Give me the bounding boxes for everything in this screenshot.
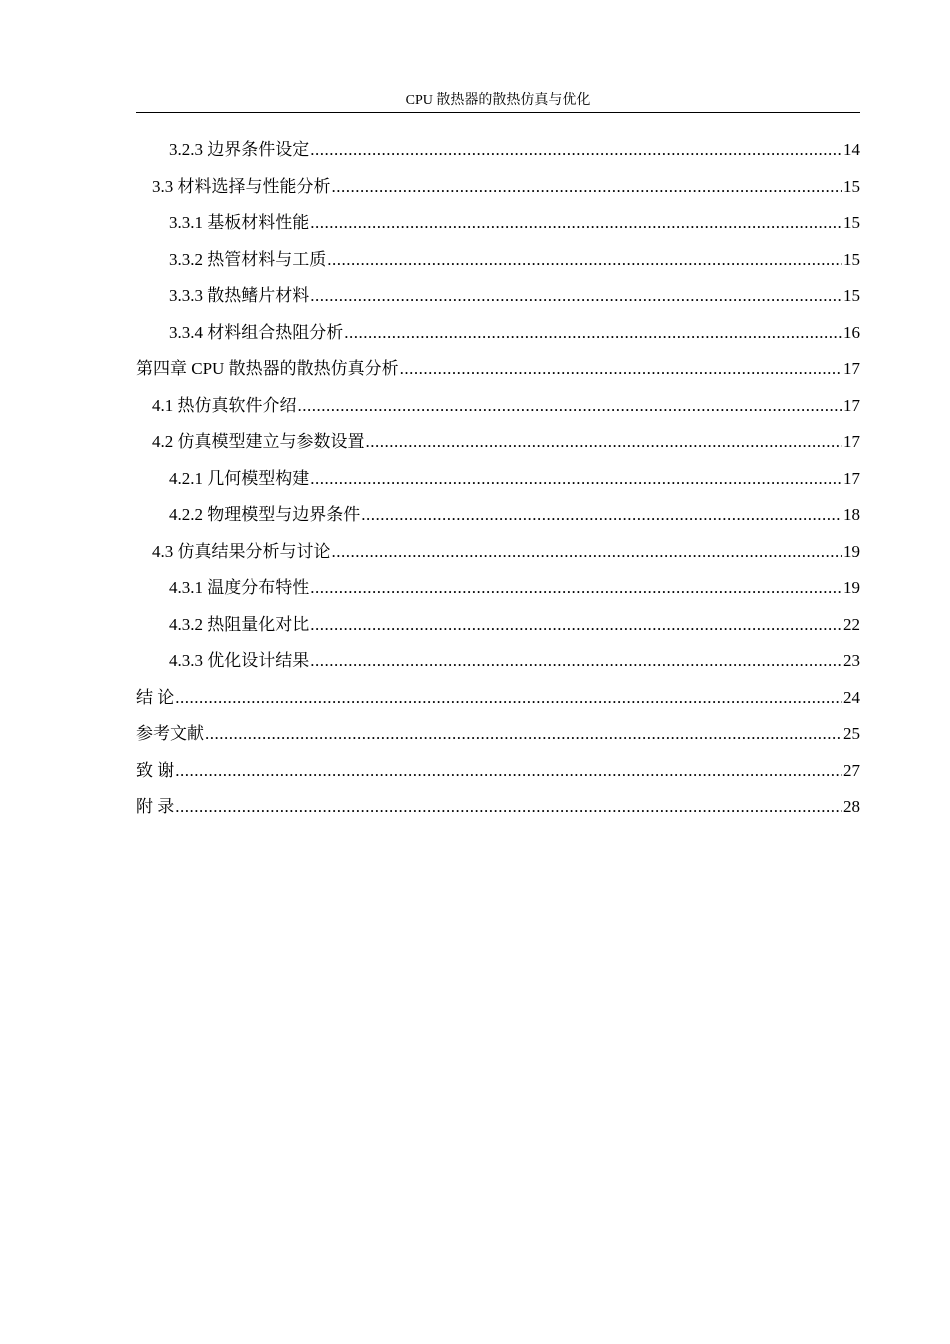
toc-entry-title: 3.3.2 热管材料与工质 bbox=[169, 249, 327, 269]
toc-entry[interactable] bbox=[136, 315, 860, 352]
toc-page-number: 15 bbox=[843, 213, 860, 232]
toc-page-number: 17 bbox=[843, 432, 860, 451]
toc-entry[interactable] bbox=[136, 716, 860, 753]
toc-entry-title: 4.3.2 热阻量化对比 bbox=[169, 614, 310, 634]
toc-dot-leader bbox=[310, 278, 842, 315]
toc-entry-title: 致 谢 bbox=[136, 760, 175, 780]
toc-dot-leader bbox=[205, 716, 842, 753]
toc-dot-leader bbox=[310, 607, 842, 644]
toc-page-number: 18 bbox=[843, 505, 860, 524]
toc-dot-leader bbox=[175, 680, 842, 717]
toc-entry-title: 4.1 热仿真软件介绍 bbox=[152, 395, 297, 415]
toc-entry-title: 4.3.1 温度分布特性 bbox=[169, 578, 310, 597]
toc-page-number: 24 bbox=[843, 687, 860, 707]
toc-dot-leader bbox=[310, 643, 842, 680]
toc-entry[interactable] bbox=[136, 497, 860, 534]
toc-dot-leader bbox=[298, 388, 843, 425]
toc-entry-title: 4.3.3 优化设计结果 bbox=[169, 651, 310, 670]
toc-page-number: 23 bbox=[843, 651, 860, 670]
toc-entry-title: 3.3.3 散热鳍片材料 bbox=[169, 286, 310, 305]
header-divider bbox=[136, 112, 860, 113]
toc-entry[interactable] bbox=[136, 534, 860, 571]
table-of-contents bbox=[136, 132, 860, 826]
toc-entry-title: 3.3.1 基板材料性能 bbox=[169, 213, 310, 232]
toc-dot-leader bbox=[327, 242, 842, 279]
toc-dot-leader bbox=[332, 534, 843, 571]
toc-page-number: 17 bbox=[843, 395, 860, 415]
toc-entry[interactable] bbox=[136, 789, 860, 826]
toc-page-number: 19 bbox=[843, 541, 860, 561]
toc-page-number: 17 bbox=[843, 359, 860, 378]
toc-dot-leader bbox=[344, 315, 842, 352]
toc-dot-leader bbox=[175, 753, 842, 790]
toc-page-number: 27 bbox=[843, 760, 860, 780]
toc-dot-leader bbox=[310, 205, 842, 242]
toc-dot-leader bbox=[332, 169, 843, 206]
toc-entry-title: 附 录 bbox=[136, 797, 175, 816]
toc-dot-leader bbox=[310, 132, 842, 169]
toc-entry-title: 4.2 仿真模型建立与参数设置 bbox=[152, 432, 365, 451]
toc-entry[interactable] bbox=[136, 570, 860, 607]
toc-page-number: 15 bbox=[843, 176, 860, 196]
toc-entry-title: 3.3 材料选择与性能分析 bbox=[152, 176, 331, 196]
toc-page-number: 25 bbox=[843, 724, 860, 743]
toc-page-number: 15 bbox=[843, 249, 860, 269]
toc-entry-title: 第四章 CPU 散热器的散热仿真分析 bbox=[136, 359, 399, 378]
toc-page-number: 17 bbox=[843, 468, 860, 488]
toc-entry[interactable] bbox=[136, 388, 860, 425]
toc-dot-leader bbox=[310, 570, 842, 607]
toc-entry-title: 3.3.4 材料组合热阻分析 bbox=[169, 322, 344, 342]
toc-dot-leader bbox=[310, 461, 842, 498]
toc-dot-leader bbox=[175, 789, 842, 826]
toc-page-number: 19 bbox=[843, 578, 860, 597]
toc-entry[interactable] bbox=[136, 753, 860, 790]
toc-entry[interactable] bbox=[136, 242, 860, 279]
toc-dot-leader bbox=[366, 424, 843, 461]
toc-entry-title: 4.2.1 几何模型构建 bbox=[169, 468, 310, 488]
toc-entry[interactable] bbox=[136, 461, 860, 498]
toc-entry[interactable] bbox=[136, 424, 860, 461]
toc-entry-title: 3.2.3 边界条件设定 bbox=[169, 140, 310, 159]
toc-page-number: 15 bbox=[843, 286, 860, 305]
toc-entry[interactable] bbox=[136, 680, 860, 717]
toc-dot-leader bbox=[361, 497, 842, 534]
toc-entry[interactable] bbox=[136, 169, 860, 206]
toc-entry[interactable] bbox=[136, 607, 860, 644]
toc-page-number: 28 bbox=[843, 797, 860, 816]
toc-entry[interactable] bbox=[136, 643, 860, 680]
toc-entry-title: 4.2.2 物理模型与边界条件 bbox=[169, 505, 361, 524]
toc-page-number: 14 bbox=[843, 140, 860, 159]
toc-entry[interactable] bbox=[136, 205, 860, 242]
toc-page-number: 16 bbox=[843, 322, 860, 342]
toc-entry-title: 参考文献 bbox=[136, 724, 204, 743]
toc-dot-leader bbox=[400, 351, 842, 388]
toc-entry-title: 结 论 bbox=[136, 687, 175, 707]
toc-entry-title: 4.3 仿真结果分析与讨论 bbox=[152, 541, 331, 561]
toc-entry[interactable] bbox=[136, 351, 860, 388]
toc-page-number: 22 bbox=[843, 614, 860, 634]
page-header-title: CPU 散热器的散热仿真与优化 bbox=[405, 93, 591, 108]
toc-entry[interactable] bbox=[136, 278, 860, 315]
toc-entry[interactable] bbox=[136, 132, 860, 169]
